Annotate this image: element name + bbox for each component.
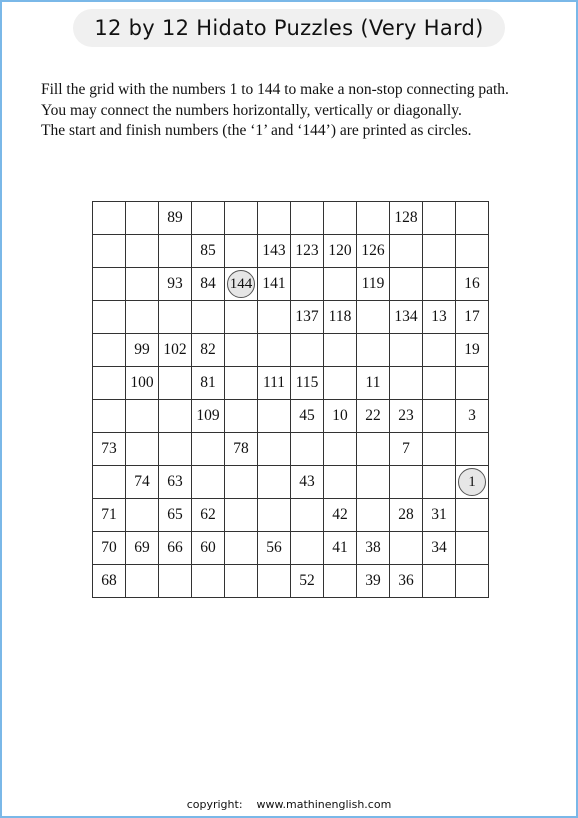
given-number: 56	[266, 539, 282, 556]
given-number: 23	[398, 407, 414, 424]
grid-cell[interactable]	[390, 268, 423, 301]
grid-cell[interactable]	[324, 334, 357, 367]
given-number: 19	[464, 341, 480, 358]
grid-cell[interactable]	[291, 367, 324, 400]
grid-cell[interactable]	[291, 532, 324, 565]
grid-cell[interactable]	[126, 268, 159, 301]
grid-row	[93, 565, 489, 598]
given-number: 119	[361, 275, 385, 292]
given-number: 31	[431, 506, 447, 523]
grid-cell[interactable]	[159, 334, 192, 367]
grid-cell[interactable]	[291, 565, 324, 598]
grid-cell[interactable]	[192, 433, 225, 466]
instruction-line: You may connect the numbers horizontally, vertically or diagonally.	[41, 101, 462, 119]
grid-cell[interactable]	[192, 334, 225, 367]
grid-cell[interactable]	[225, 565, 258, 598]
given-number: 102	[163, 341, 187, 358]
grid-cell[interactable]	[423, 400, 456, 433]
grid-cell[interactable]	[291, 433, 324, 466]
grid-cell[interactable]	[258, 301, 291, 334]
given-number: 120	[328, 242, 352, 259]
grid-cell[interactable]	[423, 367, 456, 400]
grid-cell[interactable]	[258, 565, 291, 598]
given-number: 13	[431, 308, 447, 325]
given-number: 68	[101, 572, 117, 589]
grid-cell[interactable]	[93, 400, 126, 433]
grid-cell[interactable]	[93, 367, 126, 400]
grid-cell[interactable]	[390, 235, 423, 268]
given-number: 63	[167, 473, 183, 490]
grid-row	[93, 433, 489, 466]
grid-cell[interactable]	[93, 565, 126, 598]
grid-row	[93, 334, 489, 367]
grid-cell[interactable]	[423, 334, 456, 367]
grid-cell[interactable]	[456, 466, 489, 499]
grid-cell[interactable]	[225, 334, 258, 367]
grid-cell[interactable]	[192, 499, 225, 532]
grid-cell[interactable]	[159, 400, 192, 433]
instructions	[41, 80, 509, 142]
grid-cell[interactable]	[357, 532, 390, 565]
grid-cell[interactable]	[159, 301, 192, 334]
grid-cell[interactable]	[357, 400, 390, 433]
circled-number: 144	[227, 270, 255, 298]
grid-cell[interactable]	[390, 499, 423, 532]
grid-cell[interactable]	[423, 268, 456, 301]
instruction-line: The start and finish numbers (the ‘1’ and ‘144’) are printed as circles.	[41, 122, 472, 139]
grid-cell[interactable]	[126, 433, 159, 466]
grid-cell[interactable]	[93, 202, 126, 235]
grid-cell[interactable]	[390, 400, 423, 433]
grid-cell[interactable]	[357, 499, 390, 532]
grid-cell[interactable]	[357, 367, 390, 400]
title-banner	[73, 9, 505, 47]
grid-cell[interactable]	[192, 565, 225, 598]
grid-cell[interactable]	[456, 565, 489, 598]
given-number: 11	[365, 374, 381, 391]
grid-cell[interactable]	[258, 334, 291, 367]
grid-cell[interactable]	[159, 202, 192, 235]
given-number: 66	[167, 539, 183, 556]
grid-cell[interactable]	[324, 433, 357, 466]
given-number: 36	[398, 572, 414, 589]
grid-cell[interactable]	[126, 334, 159, 367]
grid-cell[interactable]	[390, 334, 423, 367]
given-number: 71	[101, 506, 117, 523]
grid-cell[interactable]	[456, 433, 489, 466]
grid-cell[interactable]	[456, 268, 489, 301]
grid-cell[interactable]	[291, 202, 324, 235]
given-number: 70	[101, 539, 117, 556]
grid-cell[interactable]	[93, 433, 126, 466]
given-number: 62	[200, 506, 216, 523]
grid-row	[93, 466, 489, 499]
grid-cell[interactable]	[324, 268, 357, 301]
given-number: 16	[464, 275, 480, 292]
grid-cell[interactable]	[159, 532, 192, 565]
grid-cell[interactable]	[324, 235, 357, 268]
grid-cell[interactable]	[225, 268, 258, 301]
given-number: 137	[295, 308, 319, 325]
grid-cell[interactable]	[291, 334, 324, 367]
given-number: 65	[167, 506, 183, 523]
given-number: 28	[398, 506, 414, 523]
grid-cell[interactable]	[390, 301, 423, 334]
grid-cell[interactable]	[126, 499, 159, 532]
grid-cell[interactable]	[159, 367, 192, 400]
grid-cell[interactable]	[390, 433, 423, 466]
given-number: 89	[167, 209, 183, 226]
grid-cell[interactable]	[357, 268, 390, 301]
grid-cell[interactable]	[456, 202, 489, 235]
given-number: 60	[200, 539, 216, 556]
grid-cell[interactable]	[423, 532, 456, 565]
grid-cell[interactable]	[291, 268, 324, 301]
given-number: 85	[200, 242, 216, 259]
given-number: 74	[134, 473, 150, 490]
grid-row	[93, 268, 489, 301]
grid-cell[interactable]	[159, 433, 192, 466]
given-number: 128	[394, 209, 418, 226]
given-number: 109	[196, 407, 220, 424]
grid-cell[interactable]	[324, 466, 357, 499]
grid-cell[interactable]	[192, 202, 225, 235]
grid-cell[interactable]	[456, 532, 489, 565]
given-number: 78	[233, 440, 249, 457]
grid-cell[interactable]	[93, 532, 126, 565]
grid-cell[interactable]	[159, 499, 192, 532]
grid-row	[93, 400, 489, 433]
grid-cell[interactable]	[324, 499, 357, 532]
grid-cell[interactable]	[159, 466, 192, 499]
given-number: 45	[299, 407, 315, 424]
grid-cell[interactable]	[324, 367, 357, 400]
given-number: 3	[468, 407, 476, 424]
grid-cell[interactable]	[390, 532, 423, 565]
grid-cell[interactable]	[192, 466, 225, 499]
instruction-line: Fill the grid with the numbers 1 to 144 to make a non-stop connecting path.	[41, 81, 509, 98]
grid-cell[interactable]	[357, 466, 390, 499]
given-number: 123	[295, 242, 319, 259]
grid-cell[interactable]	[126, 235, 159, 268]
grid-cell[interactable]	[126, 400, 159, 433]
grid-cell[interactable]	[159, 268, 192, 301]
grid-row	[93, 367, 489, 400]
grid-cell[interactable]	[357, 235, 390, 268]
grid-cell[interactable]	[192, 400, 225, 433]
grid-cell[interactable]	[324, 301, 357, 334]
grid-cell[interactable]	[423, 433, 456, 466]
grid-cell[interactable]	[93, 235, 126, 268]
given-number: 52	[299, 572, 315, 589]
given-number: 42	[332, 506, 348, 523]
grid-cell[interactable]	[93, 499, 126, 532]
given-number: 134	[394, 308, 418, 325]
given-number: 115	[295, 374, 319, 391]
grid-cell[interactable]	[291, 400, 324, 433]
grid-cell[interactable]	[456, 499, 489, 532]
grid-cell[interactable]	[159, 565, 192, 598]
grid-cell[interactable]	[324, 532, 357, 565]
grid-cell[interactable]	[258, 433, 291, 466]
grid-cell[interactable]	[423, 466, 456, 499]
given-number: 100	[130, 374, 154, 391]
grid-cell[interactable]	[324, 565, 357, 598]
given-number: 41	[332, 539, 348, 556]
grid-cell[interactable]	[192, 235, 225, 268]
grid-cell[interactable]	[456, 334, 489, 367]
grid-cell[interactable]	[258, 466, 291, 499]
grid-row	[93, 532, 489, 565]
given-number: 69	[134, 539, 150, 556]
grid-cell[interactable]	[423, 202, 456, 235]
grid-cell[interactable]	[126, 532, 159, 565]
grid-cell[interactable]	[225, 499, 258, 532]
given-number: 82	[200, 341, 216, 358]
grid-cell[interactable]	[423, 565, 456, 598]
grid-cell[interactable]	[225, 301, 258, 334]
grid-cell[interactable]	[291, 499, 324, 532]
grid-cell[interactable]	[126, 301, 159, 334]
given-number: 141	[262, 275, 286, 292]
grid-row	[93, 202, 489, 235]
grid-cell[interactable]	[390, 202, 423, 235]
given-number: 7	[402, 440, 410, 457]
grid-cell[interactable]	[93, 334, 126, 367]
grid-cell[interactable]	[192, 268, 225, 301]
grid-cell[interactable]	[159, 235, 192, 268]
grid-cell[interactable]	[126, 202, 159, 235]
grid-cell[interactable]	[390, 565, 423, 598]
grid-cell[interactable]	[423, 499, 456, 532]
grid-cell[interactable]	[423, 235, 456, 268]
grid-cell[interactable]	[93, 268, 126, 301]
page-title: 12 by 12 Hidato Puzzles (Very Hard)	[94, 16, 484, 40]
grid-cell[interactable]	[291, 466, 324, 499]
given-number: 99	[134, 341, 150, 358]
grid-cell[interactable]	[225, 202, 258, 235]
given-number: 22	[365, 407, 381, 424]
grid-cell[interactable]	[456, 367, 489, 400]
grid-cell[interactable]	[225, 466, 258, 499]
given-number: 143	[262, 242, 286, 259]
given-number: 43	[299, 473, 315, 490]
given-number: 39	[365, 572, 381, 589]
grid-row	[93, 301, 489, 334]
given-number: 84	[200, 275, 216, 292]
grid-cell[interactable]	[258, 268, 291, 301]
grid-cell[interactable]	[357, 202, 390, 235]
grid-cell[interactable]	[357, 334, 390, 367]
grid-cell[interactable]	[192, 532, 225, 565]
grid-cell[interactable]	[258, 400, 291, 433]
grid-cell[interactable]	[93, 466, 126, 499]
grid-cell[interactable]	[456, 301, 489, 334]
grid-cell[interactable]	[192, 367, 225, 400]
grid-cell[interactable]	[225, 367, 258, 400]
grid-cell[interactable]	[258, 235, 291, 268]
given-number: 17	[464, 308, 480, 325]
grid-cell[interactable]	[126, 466, 159, 499]
grid-cell[interactable]	[456, 400, 489, 433]
grid-cell[interactable]	[126, 367, 159, 400]
given-number: 73	[101, 440, 117, 457]
grid-cell[interactable]	[192, 301, 225, 334]
grid-cell[interactable]	[225, 400, 258, 433]
grid-cell[interactable]	[357, 565, 390, 598]
grid-cell[interactable]	[225, 433, 258, 466]
given-number: 111	[262, 374, 286, 391]
grid-cell[interactable]	[390, 367, 423, 400]
circled-number: 1	[458, 468, 486, 496]
given-number: 93	[167, 275, 183, 292]
grid-cell[interactable]	[225, 235, 258, 268]
given-number: 81	[200, 374, 216, 391]
grid-cell[interactable]	[93, 301, 126, 334]
grid-cell[interactable]	[423, 301, 456, 334]
grid-cell[interactable]	[357, 301, 390, 334]
grid-cell[interactable]	[324, 202, 357, 235]
given-number: 10	[332, 407, 348, 424]
grid-cell[interactable]	[258, 532, 291, 565]
grid-cell[interactable]	[126, 565, 159, 598]
grid-cell[interactable]	[291, 235, 324, 268]
grid-cell[interactable]	[291, 301, 324, 334]
hidato-grid	[92, 201, 489, 598]
grid-row	[93, 235, 489, 268]
copyright-footer: copyright: www.mathinenglish.com	[186, 798, 392, 811]
grid-cell[interactable]	[357, 433, 390, 466]
grid-cell[interactable]	[225, 532, 258, 565]
grid-cell[interactable]	[324, 400, 357, 433]
grid-cell[interactable]	[390, 466, 423, 499]
grid-row	[93, 499, 489, 532]
given-number: 118	[328, 308, 352, 325]
given-number: 38	[365, 539, 381, 556]
given-number: 34	[431, 539, 447, 556]
grid-cell[interactable]	[456, 235, 489, 268]
given-number: 126	[361, 242, 385, 259]
grid-cell[interactable]	[258, 202, 291, 235]
grid-cell[interactable]	[258, 499, 291, 532]
grid-cell[interactable]	[258, 367, 291, 400]
